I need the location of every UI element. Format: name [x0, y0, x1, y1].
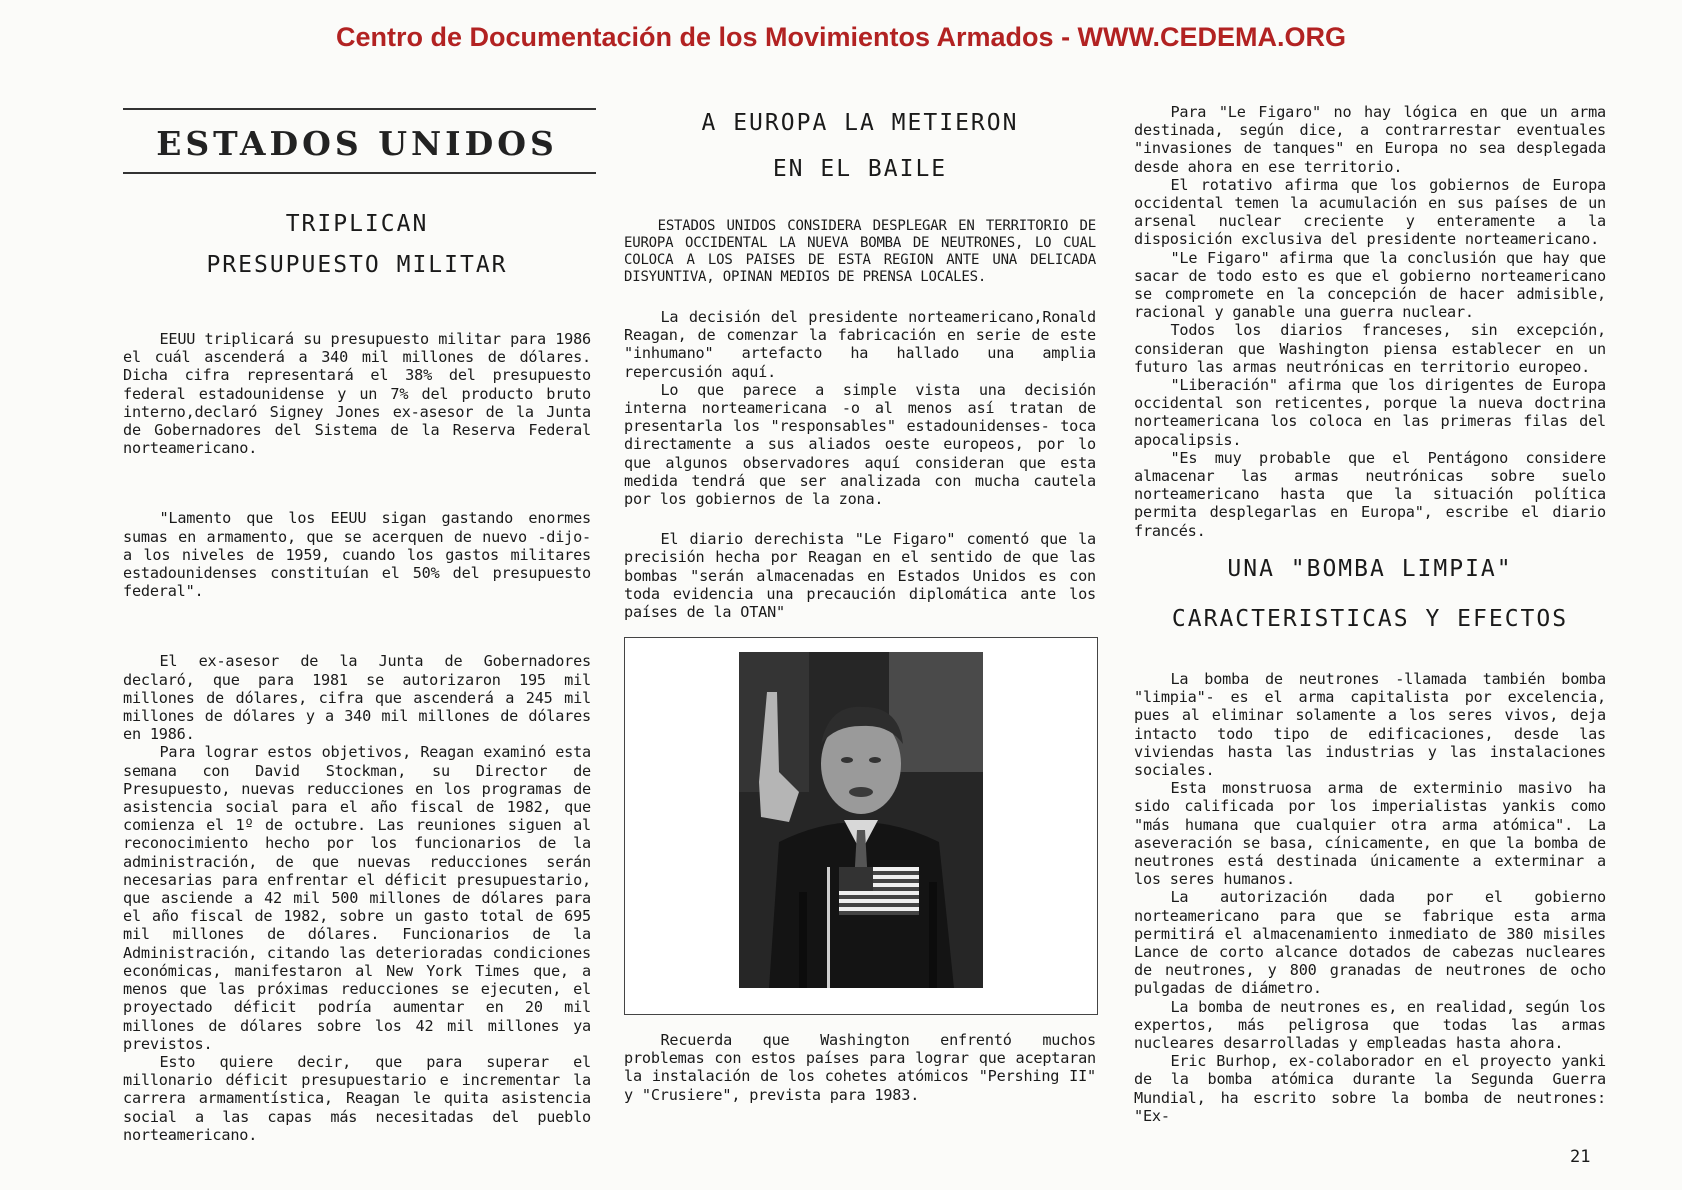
column-3-lower [1134, 544, 1606, 1125]
paragraph: La autorización dada por el gobierno norteamericano para que se fabrique esta arma permitirá el almacenamiento inmediato de 380 misiles Lance de corto alcance dotados de cabezas nucleares de neutrones, y 800 granadas de neutrones de ocho pulgadas de diámetro. [1134, 888, 1606, 998]
caption-text: Recuerda que Washington enfrentó muchos problemas con estos países para lograr que aceptaran la instalación de los cohetes atómicos "Pershing II" y "Crusiere", prevista para 1983. [624, 1031, 1096, 1104]
reagan-photo [739, 652, 983, 988]
section-rule-bottom [123, 172, 596, 174]
paragraph: Para "Le Figaro" no hay lógica en que un arma destinada, según dice, a contrarrestar eventuales "invasiones de tanques" en Europa no sea desplegada desde ahora en ese territorio. [1134, 103, 1606, 176]
column-2 [624, 100, 1096, 621]
photo-frame [624, 637, 1098, 1015]
section-title: ESTADOS UNIDOS [156, 124, 558, 163]
paragraph: Esta monstruosa arma de exterminio masivo ha sido calificada por los imperialistas yankis como "más humana que cualquier otra arma atómica". La aseveración se basa, cínicamente, en que la bomba de neutrones está destinada únicamente a exterminar a los seres humanos. [1134, 779, 1606, 889]
paragraph: "Le Figaro" afirma que la conclusión que hay que sacar de todo esto es que el gobierno norteamericano se compromete en la concepción de hacer admisible, racional y ganable una guerra nuclear. [1134, 248, 1606, 322]
paragraph: Eric Burhop, ex-colaborador en el proyecto yanki de la bomba atómica durante la Segunda Guerra Mundial, ha escrito sobre la bomba de neutrones: "Ex- [1134, 1052, 1606, 1125]
us-flag-icon [839, 867, 919, 915]
paragraph: EEUU triplicará su presupuesto militar para 1986 el cuál ascenderá a 340 mil millones de dólares. Dicha cifra representará el 38% del presupuesto federal estadounidense y un 7% del producto bruto interno,declaró Signey Jones ex-asesor de la Junta de Gobernadores del Sistema de la Reserva Federal norteamericano. [123, 330, 591, 458]
headline-bomba-limpia: UNA "BOMBA LIMPIA" [1227, 556, 1513, 582]
lead-paragraph: ESTADOS UNIDOS CONSIDERA DESPLEGAR EN TERRITORIO DE EUROPA OCCIDENTAL LA NUEVA BOMBA DE NEUTRONES, LO CUAL COLOCA A LOS PAISES DE ESTA REGION ANTE UNA DELICADA DISYUNTIVA, OPINAN MEDIOS DE PRENSA LOCALES. [624, 218, 1096, 285]
paragraph: "Liberación" afirma que los dirigentes de Europa occidental son reticentes, porque la nueva doctrina norteamericana los coloca en las primeras filas del apocalipsis. [1134, 376, 1606, 449]
paragraph: La bomba de neutrones es, en realidad, según los expertos, más peligrosa que todas las armas nucleares desarrolladas y empleadas hasta ahora. [1134, 997, 1606, 1053]
section-rule-top [123, 108, 596, 110]
paragraph: Lo que parece a simple vista una decisión interna norteamericana -o al menos así tratan de presentarla los "responsables" estadounidenses- toca directamente a sus aliados oeste europeos, por lo que algunos observadores aquí consideran que esta medida tendrá que ser analizada con mucha cautela por los gobiernos de la zona. [624, 380, 1096, 509]
headline-baile: EN EL BAILE [772, 156, 948, 182]
headline-europa: A EUROPA LA METIERON [701, 110, 1019, 136]
paragraph: El rotativo afirma que los gobiernos de Europa occidental temen la acumulación en sus países de un arsenal nuclear creciente y enteramente a la disposición exclusiva del presidente norteamericano. [1134, 175, 1606, 249]
photo-caption [624, 1031, 1096, 1104]
headline-caracteristicas: CARACTERISTICAS Y EFECTOS [1171, 606, 1569, 632]
paragraph: El diario derechista "Le Figaro" comentó que la precisión hecha por Reagan en el sentido de que las bombas "serán almacenadas en Estados Unidos es con toda evidencia una precaución diplomática ante los países de la OTAN" [624, 530, 1096, 622]
page-number: 21 [1570, 1147, 1591, 1167]
headline-presupuesto: PRESUPUESTO MILITAR [206, 252, 508, 278]
paragraph: La decisión del presidente norteamericano,Ronald Reagan, de comenzar la fabricación en serie de este "inhumano" artefacto ha hallado una amplia repercusión aquí. [624, 308, 1096, 381]
paragraph: Esto quiere decir, que para superar el millonario déficit presupuestario e incrementar la carrera armamentística, Reagan le quita asistencia social a las capas más necesitadas del pueblo norteamericano. [123, 1052, 591, 1144]
photo-illustration [739, 652, 983, 988]
column-3 [1134, 103, 1606, 540]
paragraph: "Es muy probable que el Pentágono considere almacenar las armas neutrónicas sobre suelo norteamericano hasta que la situación política permita desplegarlas en Europa", escribe el diario francés. [1134, 448, 1606, 540]
paragraph: El ex-asesor de la Junta de Gobernadores declaró, que para 1981 se autorizaron 195 mil millones de dólares, cifra que ascenderá a 245 mil millones de dólares y a 340 mil millones de dólares en 1986. [123, 652, 591, 744]
column-1 [123, 204, 591, 1144]
paragraph: "Lamento que los EEUU sigan gastando enormes sumas en armamento, que se acerquen de nuevo -dijo- a los niveles de 1959, cuando los gastos militares estadounidenses constituían el 50% del presupuesto federal". [123, 509, 591, 601]
paragraph: Todos los diarios franceses, sin excepción, consideran que Washington piensa establecer en un futuro las armas neutrónicas en territorio europeo. [1134, 321, 1606, 376]
headline-triplican: TRIPLICAN [285, 211, 429, 237]
paragraph: La bomba de neutrones -llamada también bomba "limpia"- es el arma capitalista por excelencia, pues al eliminar solamente a los seres vivos, deja intacto todo tipo de edificaciones, desde las viviendas hasta las industrias y las instalaciones sociales. [1134, 670, 1606, 780]
paragraph: Para lograr estos objetivos, Reagan examinó esta semana con David Stockman, su Director de Presupuesto, nuevas reducciones en los programas de asistencia social para el año fiscal de 1982, que comienza el 1º de octubre. Las reuniones siguen al reconocimiento hecho por los funcionarios de la administración, de que nuevas reducciones serán necesarias para enfrentar el déficit presupuestario, que asciende a 42 mil 500 millones de dólares para el año fiscal de 1982, sobre un gasto total de 695 mil millones de dólares. Funcionarios de la Administración, citando las deterioradas condiciones económicas, manifestaron al New York Times que, a menos que las próximas reducciones se ejecuten, el proyectado déficit podría aumentar en 20 mil millones de dólares sobre los 42 mil millones ya previstos. [123, 743, 591, 1053]
cedema-banner: Centro de Documentación de los Movimientos Armados - WWW.CEDEMA.ORG [335, 22, 1347, 52]
